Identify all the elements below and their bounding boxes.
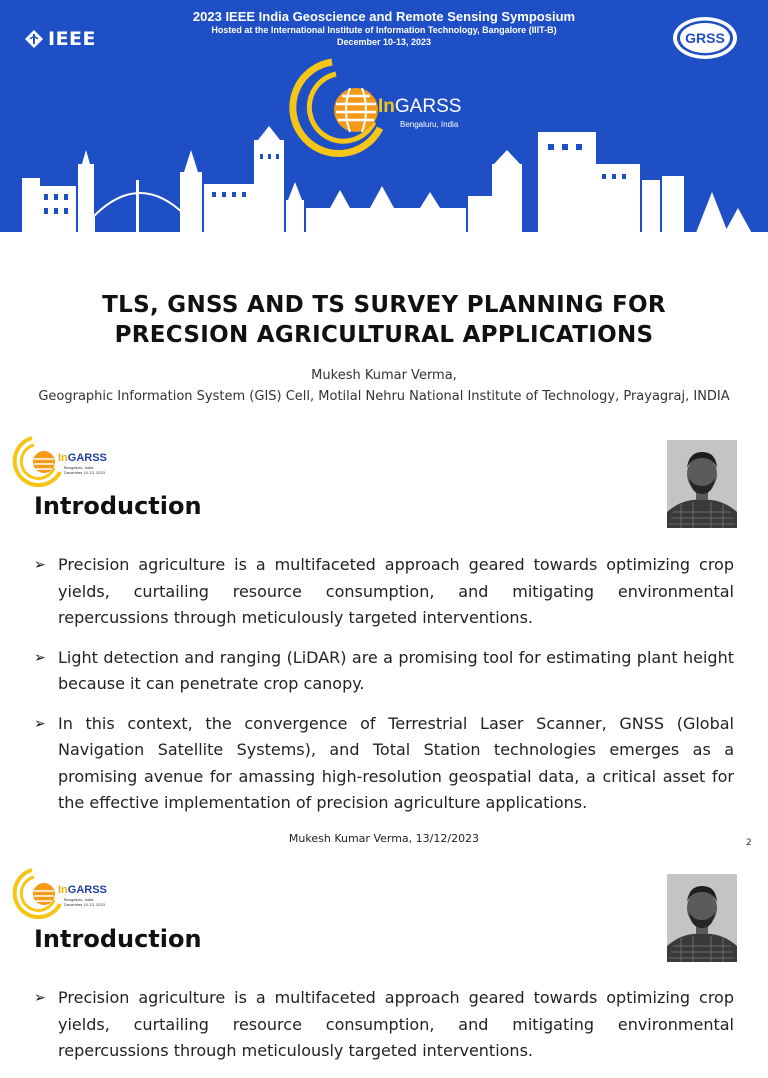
bullet-text: Precision agriculture is a multifaceted approach geared towards optimizing crop yields, curtailing resource consumption, and mitigating environmental repercussions through meticulously targeted interventions.: [58, 988, 734, 1060]
bullet-text: Light detection and ranging (LiDAR) are a promising tool for estimating plant height because it can penetrate crop canopy.: [58, 647, 734, 693]
grss-logo-text: GRSS: [685, 30, 725, 46]
bullet-text: Precision agriculture is a multifaceted approach geared towards optimizing crop yields, curtailing resource consumption, and mitigating environmental repercussions through meticulously targeted interventions.: [58, 555, 734, 627]
ingarss-dates: December 10-13, 2023: [64, 902, 105, 907]
ieee-logo-text: IEEE: [48, 28, 97, 50]
slide-introduction-1: [0, 430, 768, 850]
author-portrait-image: [667, 440, 737, 528]
ingarss-globe-icon: [8, 866, 64, 922]
author-portrait-image: [667, 874, 737, 962]
author-photo: [667, 874, 737, 962]
ingarss-wordmark: [58, 452, 107, 464]
paper-title-line-2: PRECSION AGRICULTURAL APPLICATIONS: [114, 322, 654, 348]
author-affiliation: Geographic Information System (GIS) Cell, Motilal Nehru National Institute of Technology, Prayagraj, INDIA: [38, 389, 730, 404]
ingarss-subtitle: [64, 465, 105, 475]
conference-host: Hosted at the International Institute of Information Technology, Bangalore (IIIT-B): [211, 25, 557, 35]
city-skyline-illustration: [0, 120, 768, 248]
author-name: Mukesh Kumar Verma,: [311, 368, 457, 383]
bullet-item: [34, 711, 734, 817]
grss-logo: [672, 16, 738, 60]
ingarss-name: GARSS: [394, 96, 462, 117]
conference-dates: December 10-13, 2023: [336, 37, 432, 47]
ingarss-location: Bengaluru, India: [64, 465, 94, 470]
bullet-arrow-icon: ➢: [34, 649, 46, 666]
ingarss-name: GARSS: [67, 452, 107, 464]
bullet-list: [34, 552, 734, 830]
bullet-text: In this context, the convergence of Terrestrial Laser Scanner, GNSS (Global Navigation Satellite Systems), and Total Station technologies emerges as a promising avenue for amassing high-resolution geospatial data, a critical asset for the effective implementation of precision agriculture applications.: [58, 713, 734, 812]
paper-title: [20, 290, 748, 350]
bullet-arrow-icon: ➢: [34, 990, 46, 1006]
ingarss-globe-icon: [8, 434, 64, 490]
ingarss-prefix: In: [378, 96, 395, 117]
ingarss-location: Bengaluru, India: [64, 897, 94, 902]
slide-ingarss-logo: [8, 866, 108, 922]
bullet-item: [34, 985, 734, 1065]
bullet-item: [34, 645, 734, 698]
bullet-arrow-icon: ➢: [34, 557, 46, 573]
ingarss-prefix: In: [58, 884, 68, 896]
ingarss-dates: December 10-13, 2023: [64, 470, 105, 475]
author-photo: [667, 440, 737, 528]
ingarss-name: GARSS: [67, 884, 107, 896]
conference-banner: [0, 0, 768, 248]
slide-ingarss-logo: [8, 434, 108, 490]
paper-title-line-1: TLS, GNSS AND TS SURVEY PLANNING FOR: [102, 292, 666, 318]
slide-heading: Introduction: [34, 492, 202, 520]
ingarss-logo-wordmark: [378, 96, 461, 118]
ingarss-wordmark: [58, 884, 107, 896]
slide-footer: Mukesh Kumar Verma, 13/12/2023: [288, 832, 480, 845]
slide-introduction-2: [0, 864, 768, 1060]
ingarss-location: Bengaluru, India: [400, 120, 459, 129]
ingarss-prefix: In: [58, 452, 68, 464]
conference-title: 2023 IEEE India Geoscience and Remote Sensing Symposium: [192, 9, 576, 24]
slide-heading: Introduction: [34, 925, 202, 953]
page-number: 2: [746, 838, 752, 848]
bullet-item: [34, 552, 734, 632]
ingarss-subtitle: [64, 897, 105, 907]
bullet-arrow-icon: ➢: [34, 715, 46, 732]
bullet-list: [34, 985, 734, 1078]
conference-heading: [0, 9, 768, 48]
